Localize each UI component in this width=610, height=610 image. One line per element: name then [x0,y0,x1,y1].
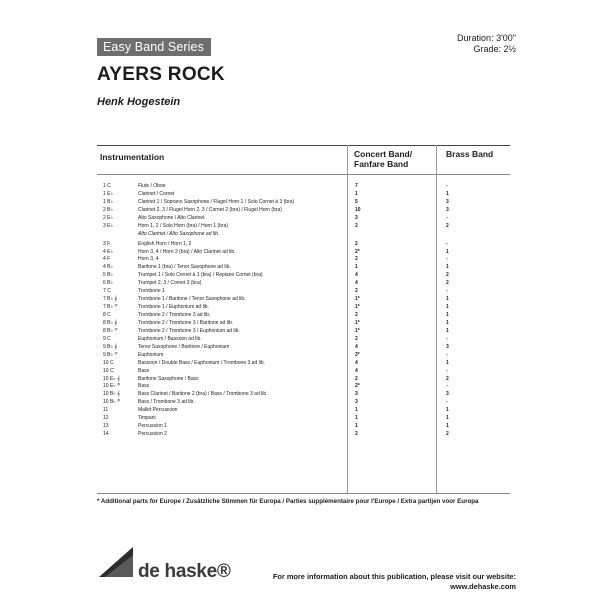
brass-count: 1 [446,359,449,366]
info-line-1: For more information about this publication, please visit our website: [272,572,516,581]
part-code: 1 E♭ [103,190,113,197]
concert-count: 1 [355,264,358,271]
part-name: Alto Clarinet / Alto Saxophone ad lib. [138,230,220,237]
table-row [0,431,610,439]
brass-count: - [446,183,448,189]
part-name: Trombone 2 / Trombone 3 ad lib. [138,312,211,318]
concert-count: 2 [355,222,358,229]
part-code: 14 [103,431,109,438]
concert-count: 2 [355,431,358,438]
brass-count: 3 [446,206,449,213]
concert-count: 7 [355,183,358,189]
part-code: 10 E♭ 𝄢 [103,383,121,390]
table-top-rule [97,145,510,146]
brass-count: 1 [446,407,449,414]
table-row [0,344,610,352]
part-name: Horn 1, 2 / Solo Horn (bra) / Horn 1 (bra) [138,222,229,229]
part-name: Trombone 1 / Euphonium ad lib. [138,304,209,311]
concert-count: 4 [355,359,358,366]
brass-count: 1 [446,304,449,311]
page-title: AYERS ROCK [97,64,225,85]
part-name: Clarinet 2, 3 / Flugel Horn 2, 3 / Cornet 2 (bra) / Flugel Horn (bra) [138,206,282,213]
part-code: 9 B♭ 𝄢 [103,351,118,358]
brass-count: - [446,335,448,342]
grade: Grade: 2½ [473,44,516,54]
concert-count: 2 [355,312,358,318]
concert-count: 1* [355,327,360,334]
brass-count: 1 [446,312,449,318]
concert-count: 4 [355,343,358,350]
part-code: 2 B♭ [103,206,113,213]
concert-count: 2 [355,240,358,247]
concert-count: 1 [355,190,358,197]
header-brass-band: Brass Band [446,149,494,159]
part-code: 8 B♭ 𝄢 [103,327,118,334]
duration: Duration: 3'00" [457,33,516,43]
part-name: Bass / Trombone 3 ad lib. [138,399,195,406]
composer: Henk Hogestein [97,96,181,108]
brass-count: - [446,351,448,358]
part-code: 1 C [103,183,111,189]
part-code: 3 F [103,240,111,247]
table-row [0,207,610,215]
table-row [0,183,610,191]
concert-count: 5 [355,198,358,205]
part-name: Horn 3, 4 / Horn 2 (bra) / Alto Clarinet ad lib. [138,248,236,255]
table-row [0,360,610,368]
concert-count: 2* [355,248,360,255]
table-row [0,312,610,320]
part-name: Mallet Percussion [138,407,178,414]
part-code: 10 C [103,359,114,366]
brass-count: 1 [446,264,449,271]
table-row [0,399,610,407]
part-name: Bassoon / Double Bass / Euphonium / Trombone 3 ad lib. [138,359,266,366]
part-code: 8 C [103,312,111,318]
brass-count: 1 [446,296,449,303]
header-concert-line-2: Fanfare Band [354,159,409,169]
brass-count: - [446,256,448,263]
table-row [0,256,610,264]
table-row [0,423,610,431]
table-bottom-rule [97,493,510,494]
brass-count: 3 [446,343,449,350]
concert-count: 3* [355,351,360,358]
concert-count: 4 [355,280,358,287]
concert-count: 10 [355,206,361,213]
part-code: 10 B♭ 𝄞 [103,391,120,398]
brass-count: 2 [446,431,449,438]
brass-count: 1 [446,327,449,334]
table-row [0,241,610,249]
table-row [0,376,610,384]
table-row [0,415,610,423]
concert-count: 2 [355,288,358,295]
part-name: Trombone 2 / Trombone 3 / Baritone ad lib. [138,319,234,326]
concert-count: 3 [355,399,358,406]
part-code: 4 E♭ [103,248,113,255]
table-row [0,280,610,288]
table-row [0,296,610,304]
part-name: Timpani [138,415,156,422]
table-row [0,336,610,344]
table-row [0,223,610,231]
brass-count: - [446,240,448,247]
part-code: 5 B♭ [103,272,113,279]
table-row [0,320,610,328]
concert-count: 2* [355,383,360,390]
part-code: 7 B♭ 𝄢 [103,304,118,311]
part-name: Baritone Saxophone / Bass [138,375,199,382]
part-code: 4 F [103,256,111,263]
part-name: Trumpet 1 / Solo Cornet à 1 (bra) / Repiano Cornet (bra) [138,272,263,279]
concert-count: 4 [355,272,358,279]
part-name: Bass Clarinet / Baritone 2 (bra) / Bass / Trombone 3 ad lib. [138,391,268,398]
brass-count: - [446,383,448,390]
table-row [0,391,610,399]
series-badge: Easy Band Series [97,38,211,56]
part-name: English Horn / Horn 1, 2 [138,240,192,247]
table-row [0,199,610,207]
part-code: 9 C [103,335,111,342]
part-name: Bass [138,383,150,390]
table-header [0,148,610,174]
part-name: Baritone 1 (bra) / Tenor Saxophone ad lib. [138,264,231,271]
concert-count: 1 [355,423,358,430]
header-concert-band [354,149,412,169]
header-instrumentation: Instrumentation [100,152,165,162]
concert-count: 4 [355,367,358,374]
part-name: Trombone 1 [138,288,165,295]
part-code: 6 B♭ [103,280,113,287]
part-code: 4 B♭ [103,264,113,271]
table-row [0,249,610,257]
table-row [0,272,610,280]
concert-count: 2 [355,335,358,342]
part-code: 2 E♭ [103,214,113,221]
concert-count: 3 [355,391,358,398]
header-concert-line-1: Concert Band/ [354,149,413,159]
brass-count: 1 [446,248,449,255]
part-name: Trombone 1 / Baritone / Tenor Saxophone ad lib. [138,296,246,303]
concert-count: 3 [355,214,358,221]
part-code: 7 C [103,288,111,295]
concert-count: 2 [355,256,358,263]
part-code: 10 E♭ 𝄞 [103,375,120,382]
part-name: Percussion 2 [138,431,167,438]
part-code: 10 B♭ 𝄢 [103,399,121,406]
brass-count: 1 [446,415,449,422]
brass-count: - [446,399,448,406]
part-code: 1 B♭ [103,198,113,205]
table-row [0,407,610,415]
part-code: 10 C' [103,367,115,374]
table-row [0,352,610,360]
table-row [0,264,610,272]
brass-count: 1 [446,319,449,326]
concert-count: 1* [355,296,360,303]
brass-count: - [446,367,448,374]
table-row [0,231,610,239]
part-code: 9 B♭ 𝄞 [103,343,118,350]
part-name: Euphonium [138,351,164,358]
part-name: Horn 3, 4 [138,256,159,263]
brass-count: 2 [446,272,449,279]
brass-count: 1 [446,190,449,197]
part-code: 8 B♭ 𝄞 [103,319,118,326]
brass-count: 1 [446,423,449,430]
table-row [0,288,610,296]
brass-count: 3 [446,198,449,205]
footnote: * Additional parts for Europe / Zusätzliche Stimmen für Europa / Parties supplémentaire pour l'Europe / Extra partijen voor Europa [97,498,479,505]
part-name: Euphonium / Bassoon ad lib. [138,335,202,342]
brass-count: 3 [446,391,449,398]
part-name: Trumpet 2, 3 / Cornet 3 (bra) [138,280,202,287]
concert-count: 1 [355,415,358,422]
part-code: 13 [103,423,109,430]
part-name: Clarinet 1 / Soprano Saxophone / Flugel Horn 1 / Solo Cornet à 3 (bra) [138,198,295,205]
table-row [0,304,610,312]
part-name: Flute / Oboe [138,183,166,189]
part-name: Bass [138,367,150,374]
concert-count: 1* [355,304,360,311]
header-bottom-rule [97,174,510,175]
concert-count: 1* [355,319,360,326]
meta-info [457,33,516,55]
table-row [0,191,610,199]
part-code: 7 B♭ 𝄞 [103,296,118,303]
part-name: Percussion 1 [138,423,167,430]
concert-count: 1 [355,407,358,414]
part-code: 3 E♭ [103,222,113,229]
part-name: Clarinet / Cornet [138,190,175,197]
instrumentation-rows [0,183,610,439]
part-name: Alto Saxophone / Alto Clarinet [138,214,205,221]
brass-count: 2 [446,280,449,287]
part-code: 12 [103,415,109,422]
publisher-info [273,572,516,592]
table-row [0,383,610,391]
website-link[interactable]: www.dehaske.com [450,582,516,591]
logo-text: de haske® [138,561,231,582]
table-row [0,328,610,336]
part-code: 11 [103,407,109,414]
brass-count: 2 [446,375,449,382]
part-name: Trombone 2 / Trombone 3 / Euphonium ad lib. [138,327,240,334]
table-row [0,368,610,376]
brass-count: - [446,214,448,221]
brass-count: 2 [446,222,449,229]
concert-count: 2 [355,375,358,382]
part-name: Tenor Saxophone / Baritone / Euphonium [138,343,230,350]
brass-count: - [446,288,448,295]
table-row [0,215,610,223]
